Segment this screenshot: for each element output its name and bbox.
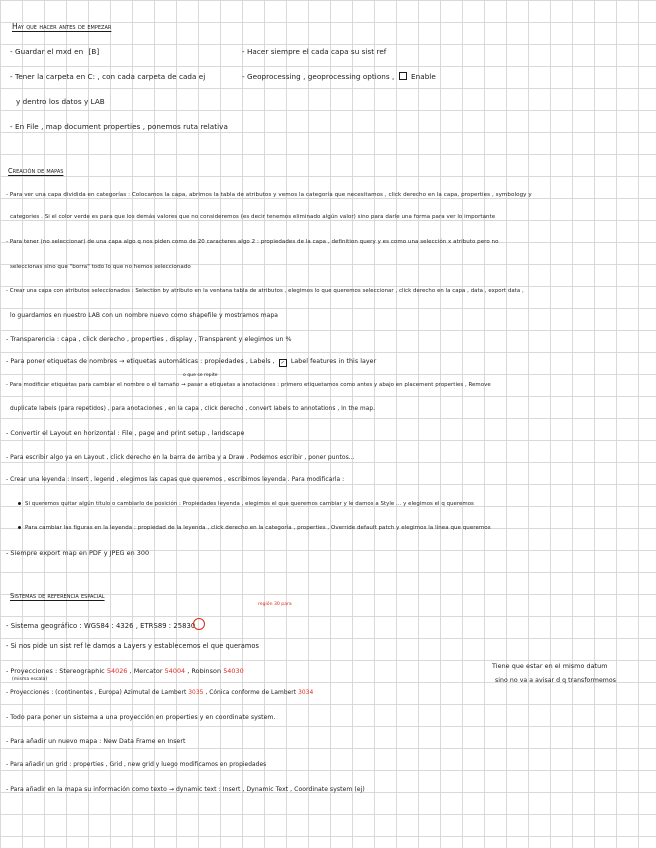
side-note: sino no va a avisar d q transformemos — [495, 677, 616, 684]
note-line: - Para ver una capa dividida en categorías : Colocamos la capa, abrimos la tabla de atributos y vemos la categoría que necesitamos , click derecho en la capa, properties , symbology y — [6, 192, 532, 198]
note-line: - Hacer siempre el cada capa su sist ref — [242, 47, 387, 56]
note-line: - Todo para poner un sistema a una proyección en properties y en coordinate system. — [6, 714, 276, 721]
note-line: - Crear una capa con atributos seleccionados : Selection by atributo en la ventana tabla de atributos , elegimos lo que queremos seleccionar , click derecho en la capa , data , export data , — [6, 288, 524, 294]
note-line: - Para modificar etiquetas para cambiar el nombre o el tamaño → pasar a etiquetas a anotaciones : primero etiquetamos como antes y abajo en placement properties , Remove — [6, 382, 491, 388]
note-line: - Crear una leyenda : Insert , legend , elegimos las capas que queremos , escribimos leyenda . Para modificarla : — [6, 477, 345, 483]
note-line: - Para escribir algo ya en Layout , click derecho en la barra de arriba y a Draw . Podemos escribir , poner puntos... — [6, 454, 355, 461]
note-line: - Para tener (no seleccionar) de una capa algo q nos piden como de 20 caracteres algo 2 : propiedades de la capa , definition query y es como una selección x atributo pero no — [6, 239, 499, 245]
note-line: - En File , map document properties , ponemos ruta relativa — [10, 122, 228, 131]
note-line: seleccionas sino que "borra" todo lo que no hemos seleccionado — [10, 264, 191, 270]
note-line: - Proyecciones : Stereographic 54026 , Mercator 54004 , Robinson 54030 — [6, 667, 244, 675]
side-note: Tiene que estar en el mismo datum — [492, 662, 608, 670]
region-annotation: región 30 para — [258, 602, 292, 607]
bullet-icon — [18, 502, 21, 505]
note-line: lo guardamos en nuestro LAB con un nombre nuevo como shapefile y mostramos mapa — [10, 312, 278, 319]
section-heading-maps: Creación de mapas — [8, 167, 64, 175]
note-line: categories . Si el color verde es para que los demás valores que no consideremos (es decir tenemos eliminado algún valor) sino para darle una forma para ver lo importante — [10, 214, 496, 220]
bullet-icon — [18, 526, 21, 529]
note-line: Si queremos quitar algún título o cambiarlo de posición : Propiedades leyenda , elegimos el que queremos cambiar y le damos a Style ... y elegimos el q queremos — [18, 501, 474, 507]
note-line: y dentro los datos y LAB — [16, 97, 105, 106]
note-line: - Guardar el mxd en [B] — [10, 47, 100, 56]
save-icon: [B] — [88, 47, 100, 56]
note-line: - Tener la carpeta en C: , con cada carpeta de cada ej — [10, 72, 206, 81]
note-line: - Sistema geográfico : WGS84 : 4326 , ETRS89 : 25830 — [6, 618, 205, 630]
circle-mark-icon — [193, 618, 205, 630]
note-line: - Proyecciones : (continentes , Europa) Azimutal de Lambert 3035 , Cónica conforme de Lambert 3034 — [6, 690, 314, 696]
note-line: - Convertir el Layout en horizontal : File , page and print setup , landscape — [6, 430, 245, 437]
section-heading-reference-systems: Sistemas de referencia espacial — [10, 592, 105, 600]
section-heading-preparation: Hay que hacer antes de empezar — [12, 22, 112, 31]
note-line: Para cambiar las figuras en la leyenda : propiedad de la leyenda , click derecho en la categoría , properties , Override default patch y elegimos la línea que queremos — [18, 525, 491, 531]
note-line: - Geoprocessing , geoprocessing options , Enable — [242, 72, 436, 81]
note-line: - Para añadir un nuevo mapa : New Data Frame en Insert — [6, 738, 186, 745]
note-line: - Para poner etiquetas de nombres → etiquetas automáticas : propiedades , Labels , ✓ Label features in this layer — [6, 358, 377, 366]
note-line: - Para añadir en la mapa su información como texto → dynamic text : Insert , Dynamic Text , Coordinate system (ej) — [6, 786, 365, 793]
checkbox-checked-icon: ✓ — [280, 360, 285, 366]
note-line: - Siempre export map en PDF y JPEG en 300 — [6, 549, 150, 557]
note-line: duplicate labels (para repetidos) , para anotaciones , en la capa , click derecho , convert labels to annotations , In the map. — [10, 406, 375, 412]
note-line: - Si nos pide un sist ref le damos a Layers y establecemos el que queramos — [6, 642, 259, 650]
note-line: - Para añadir un grid : properties , Grid , new grid y luego modificamos en propiedades — [6, 762, 267, 768]
small-annotation: (misma escala) — [12, 677, 48, 682]
checkbox-icon — [399, 72, 407, 80]
small-annotation: o que se repite — [183, 373, 218, 378]
note-line: - Transparencia : capa , click derecho , properties , display , Transparent y elegimos un % — [6, 336, 292, 343]
